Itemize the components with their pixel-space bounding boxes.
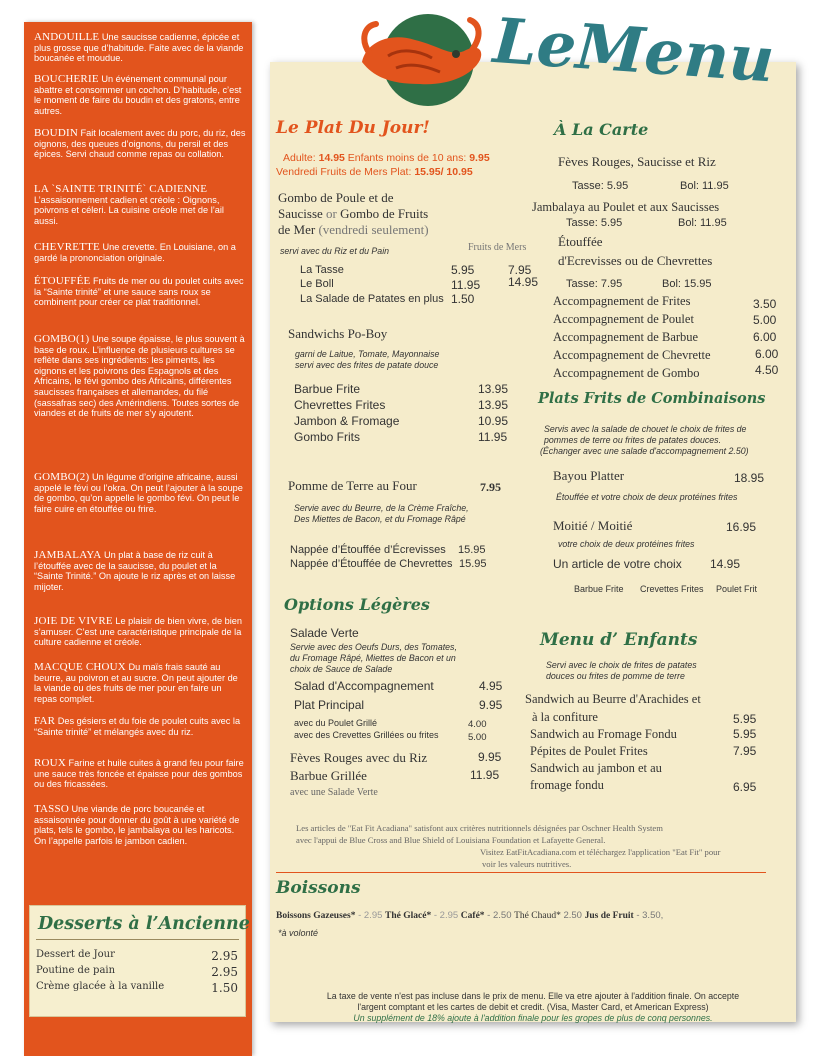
poboy-item-name: Gombo Frits: [294, 430, 361, 444]
bayou-platter-name: Bayou Platter: [553, 468, 625, 483]
glossary-entry: [34, 550, 246, 592]
desserts-box: [29, 905, 250, 1017]
carte-etouffee-tasse: Tasse: 7.95: [566, 278, 623, 290]
glossary-definition: Une saucisse cadienne, épicée et plus grosse que d’habitude. Faite avec de la viande boucanée et moudue.: [34, 32, 244, 64]
text: Saucisse: [278, 206, 327, 221]
glossary-entry: [34, 74, 246, 116]
divider: [36, 939, 239, 940]
gombo-item-name: La Tasse: [300, 264, 344, 276]
feves-riz-name: Fèves Rouges avec du Riz: [290, 750, 428, 765]
gombo-item-name: La Salade de Patates en plus: [300, 293, 444, 305]
glossary-definition: Fait localement avec du porc, du riz, des oignons, des queues d’oignons, du persil et des épices. Servi chaud comme repas ou collation.: [34, 128, 246, 160]
carte-side-name: Accompagnement de Poulet: [553, 312, 694, 326]
poboy-item-name: Jambon & Fromage: [294, 414, 400, 428]
glossary-term: ROUX: [34, 757, 66, 769]
pomme-item-name: Nappée d’Étouffée de Chevrettes: [290, 558, 453, 570]
glossary-entry: [34, 804, 246, 846]
pomme-title: Pomme de Terre au Four: [288, 478, 417, 493]
price: 14.95: [318, 152, 345, 164]
un-article-price: 14.95: [710, 557, 741, 571]
pomme-item-price: 15.95: [459, 558, 487, 570]
combo-option: Barbue Frite: [574, 584, 624, 594]
boissons-title: Boissons: [276, 878, 361, 898]
carte-feves-tasse: Tasse: 5.95: [572, 180, 629, 192]
carte-etouffee-bol: Bol: 15.95: [662, 278, 712, 290]
carte-side-name: Accompagnement de Chevrette: [553, 348, 711, 362]
gombo-title-line: Gombo de Poule et de: [278, 190, 394, 205]
bayou-platter-desc: Étouffée et votre choix de deux protéines frites: [556, 492, 738, 502]
plat-du-jour-vendredi: [276, 166, 473, 178]
salade-plat-name: Plat Principal: [294, 698, 365, 712]
carte-etouffee-title: d'Ecrevisses ou de Chevrettes: [558, 253, 713, 268]
crawfish-logo-icon: [360, 10, 490, 110]
carte-side-price: 6.00: [755, 347, 779, 361]
dessert-name: Poutine de pain: [36, 965, 116, 976]
poboy-desc: garni de Laitue, Tomate, Mayonnaise: [295, 349, 440, 359]
boissons-note: *à volonté: [278, 928, 319, 938]
salade-acc-price: 4.95: [479, 679, 503, 693]
glossary-definition: Un plat à base de riz cuit à l’étouffée avec de la saucisse, du poulet et la “Sainte Trinité.” On ajoute le riz après et on laisse mijoter.: [34, 550, 236, 592]
salade-desc: choix de Sauce de Salade: [290, 664, 393, 674]
salade-poulet-price: 4.00: [468, 719, 487, 730]
drink-price: - 2.95: [431, 910, 461, 921]
combos-desc: (Échanger avec une salade d'accompagnement 2.50): [540, 446, 749, 456]
drink-name: Boissons Gazeuses*: [276, 911, 356, 921]
dessert-item: [36, 949, 238, 963]
dessert-price: 2.95: [211, 965, 238, 979]
glossary-entry: [34, 276, 246, 308]
text: de Mer: [278, 222, 319, 237]
a-la-carte-title: À La Carte: [554, 120, 649, 139]
glossary-definition: Fruits de mer ou du poulet cuits avec la “Sainte trinité” et une sauce sans roux se combinent pour créer ce plat traditionnel.: [34, 276, 244, 308]
bayou-platter-price: 18.95: [734, 471, 765, 485]
eatfit-note: avec l'appui de Blue Cross and Blue Shield of Louisiana Foundation et Lafayette General.: [296, 835, 606, 845]
dessert-price: 1.50: [211, 981, 238, 995]
plat-du-jour-title: Le Plat Du Jour!: [276, 118, 430, 138]
salade-crevettes-name: avec des Crevettes Grillées ou frites: [294, 730, 439, 740]
salade-desc: du Fromage Râpé, Miettes de Bacon et un: [290, 653, 456, 663]
combos-desc: pommes de terre ou frites de patates douces.: [544, 435, 722, 445]
pomme-price: 7.95: [480, 480, 501, 494]
moitie-name: Moitié / Moitié: [553, 518, 633, 533]
drink-price: - 3.50,: [633, 910, 664, 921]
poboy-item-name: Barbue Frite: [294, 382, 361, 396]
dessert-name: Crème glacée à la vanille: [36, 981, 165, 992]
label: Vendredi Fruits de Mers Plat:: [276, 166, 415, 178]
glossary-term: FAR: [34, 715, 56, 727]
carte-side-price: 4.50: [755, 363, 779, 377]
glossary-term: MACQUE CHOUX: [34, 661, 126, 673]
drink-name: Jus de Fruit: [584, 911, 634, 921]
carte-side-name: Accompagnement de Frites: [553, 294, 691, 308]
gombo-served: servi avec du Riz et du Pain: [280, 246, 390, 256]
menu-paper: [270, 62, 796, 1022]
drink-name: Thé Glacé*: [385, 911, 432, 921]
carte-side-price: 6.00: [753, 330, 777, 344]
eatfit-note: Les articles de "Eat Fit Acadiana" satisfont aux critères nutritionnels désignées par Oschner Health System: [296, 823, 663, 833]
moitie-price: 16.95: [726, 520, 757, 534]
enfants-item-price: 5.95: [733, 727, 757, 741]
enfants-item-price: 7.95: [733, 744, 757, 758]
feves-riz-price: 9.95: [478, 750, 502, 764]
poboy-title: Sandwichs Po-Boy: [288, 326, 388, 341]
enfants-item-name: Sandwich au Fromage Fondu: [530, 727, 677, 741]
moitie-desc: votre choix de deux protéines frites: [558, 539, 695, 549]
menu-enfants-title: Menu d’ Enfants: [540, 630, 698, 650]
enfants-item-name: Sandwich au jambon et au: [530, 761, 662, 775]
enfants-desc: douces ou frites de pomme de terre: [546, 671, 685, 681]
poboy-item-price: 11.95: [478, 430, 508, 444]
glossary-term: ÉTOUFFÉE: [34, 275, 91, 287]
glossary-term: ANDOUILLE: [34, 31, 100, 43]
carte-side-price: 3.50: [753, 297, 777, 311]
barbue-grillee-name: Barbue Grillée: [290, 768, 367, 783]
salade-title: Salade Verte: [290, 626, 359, 640]
drink-name: Café*: [460, 911, 485, 921]
divider: [276, 872, 766, 873]
glossary-term: GOMBO(1): [34, 333, 90, 345]
footer-note: [280, 991, 786, 1024]
enfants-item-price: 6.95: [733, 780, 757, 794]
dessert-item: [36, 981, 238, 995]
glossary-definition: Un événement communal pour abattre et consommer un cochon. D’habitude, c’est le moment de faire du boudin et des gratons, entre autres.: [34, 74, 242, 116]
gombo-item-price: 1.50: [451, 292, 475, 306]
footer-line: La taxe de vente n'est pas incluse dans le prix de menu. Elle va etre ajouter à l'addition finale. On accepte: [326, 991, 740, 1001]
salade-desc: Servie avec des Oeufs Durs, des Tomates,: [290, 642, 457, 652]
footer-line: l'argent comptant et les cartes de debit et credit. (Visa, Master Card, et American Express): [357, 1002, 709, 1012]
eatfit-note: voir les valeurs nutritives.: [482, 859, 572, 869]
glossary-entry: [34, 184, 246, 226]
carte-jambalaya-tasse: Tasse: 5.95: [566, 217, 623, 229]
salade-plat-price: 9.95: [479, 698, 503, 712]
text: or: [326, 206, 337, 221]
carte-jambalaya-title: Jambalaya au Poulet et aux Saucisses: [532, 200, 720, 214]
glossary-panel: [24, 22, 252, 1056]
barbue-grillee-desc: avec une Salade Verte: [290, 787, 378, 798]
gombo-item-name: Le Boll: [300, 278, 334, 290]
carte-etouffee-title: Étouffée: [558, 234, 603, 249]
enfants-item-name: à la confiture: [532, 710, 598, 724]
enfants-item-price: 5.95: [733, 712, 757, 726]
glossary-definition: Des gésiers et du foie de poulet cuits avec la “Sainte trinité” et mélangés avec du riz.: [34, 716, 241, 737]
combo-option: Poulet Frit: [716, 584, 758, 594]
label: Adulte:: [283, 152, 319, 164]
footer-line: Un supplément de 18% ajoute à l'addition finale pour les gropes de plus de conq personnes.: [353, 1013, 713, 1023]
glossary-entry: [34, 128, 246, 160]
glossary-term: LA `SAINTE TRINITÉ` CADIENNE: [34, 183, 208, 195]
glossary-term: JAMBALAYA: [34, 549, 102, 561]
gombo-title: [278, 190, 429, 238]
dessert-name: Dessert de Jour: [36, 949, 115, 960]
glossary-entry: [34, 716, 246, 737]
glossary-entry: [34, 758, 246, 790]
glossary-definition: Farine et huile cuites à grand feu pour faire une sauce très foncée et épaisse pour des gombos ou des fricassées.: [34, 758, 244, 790]
salade-crevettes-price: 5.00: [468, 732, 487, 743]
dessert-price: 2.95: [211, 949, 238, 963]
text: (vendredi seulement): [318, 222, 429, 237]
gombo-item-price: 11.95: [451, 278, 481, 292]
combos-title: Plats Frits de Combinaisons: [538, 390, 766, 407]
glossary-term: GOMBO(2): [34, 471, 90, 483]
pomme-desc: Servie avec du Beurre, de la Crème Fraîche,: [294, 503, 469, 513]
gombo-title-line: [278, 222, 429, 238]
glossary-term: BOUCHERIE: [34, 73, 99, 85]
gombo-item-price: 5.95: [451, 263, 475, 277]
drink-name: Thé Chaud*: [514, 911, 561, 921]
glossary-definition: Une crevette. En Louisiane, on a gardé la prononciation originale.: [34, 242, 236, 263]
gombo-title-line: [278, 206, 429, 222]
poboy-item-price: 13.95: [478, 398, 509, 412]
un-article-name: Un article de votre choix: [553, 557, 682, 571]
combos-desc: Servis avec la salade de chouet le choix de frites de: [544, 424, 747, 434]
glossary-definition: Un légume d’origine africaine, aussi appelé le févi ou l’okra. On peut l’ajouter à la soupe de gombo, qu’on appelle le gombo févi. On peut le faire cuire en étouffée ou frire.: [34, 472, 243, 514]
text: Gombo de Fruits: [336, 206, 429, 221]
boissons-list: [276, 910, 663, 921]
glossary-definition: L’assaisonnement cadien et créole : Oignons, poivrons et céleri. La cuisine créole met de l’ail aussi.: [34, 194, 224, 226]
glossary-entry: [34, 616, 246, 648]
carte-jambalaya-bol: Bol: 11.95: [678, 217, 727, 229]
glossary-definition: Du maïs frais sauté au beurre, au poivron et au sucre. On peut ajouter de la viande ou des fruits de mer pour en faire un repas complet.: [34, 662, 238, 704]
eatfit-note: Visitez EatFitAcadiana.com et téléchargez l'application "Eat Fit" pour: [480, 847, 721, 857]
poboy-item-price: 10.95: [478, 414, 509, 428]
pomme-desc: Des Miettes de Bacon, et du Fromage Râpé: [294, 514, 466, 524]
plat-du-jour-prices: [283, 152, 490, 164]
enfants-item-name: Pépites de Poulet Frites: [530, 744, 648, 758]
glossary-definition: Une soupe épaisse, le plus souvent à base de roux. L’influence de plusieurs cultures se reflète dans ses ingrédients: les piments, les oignons et les poivrons des Espagnols et des Africains, le févi gombo des Africains, différentes saucisses françaises et allemandes, du filé (sassafras sec) des Amérindiens. Toutes sortes de viandes et de fruits de mer s’y ajoutent.: [34, 334, 245, 419]
poboy-item-price: 13.95: [478, 382, 509, 396]
carte-side-name: Accompagnement de Gombo: [553, 366, 700, 380]
glossary-term: CHEVRETTE: [34, 241, 100, 253]
barbue-grillee-price: 11.95: [470, 768, 500, 782]
glossary-entry: [34, 472, 246, 514]
glossary-term: TASSO: [34, 803, 69, 815]
carte-feves-title: Fèves Rouges, Saucisse et Riz: [558, 154, 716, 169]
glossary-term: JOIE DE VIVRE: [34, 615, 113, 627]
poboy-item-name: Chevrettes Frites: [294, 398, 386, 412]
combo-option: Crevettes Frites: [640, 584, 704, 594]
menu-title: LeMenu: [490, 4, 777, 97]
salade-poulet-name: avec du Poulet Grillé: [294, 718, 378, 728]
drink-price: 2.50: [560, 910, 585, 921]
glossary-definition: Une viande de porc boucanée et assaisonnée pour donner du goût à une variété de plats, tels le gombo, le jambalaya ou les haricots. On l’appelle parfois le jambon cadien.: [34, 804, 240, 846]
drink-price: - 2.50: [484, 910, 515, 921]
enfants-item-name: Sandwich au Beurre d'Arachides et: [525, 692, 701, 706]
glossary-definition: Le plaisir de bien vivre, de bien s’amuser. C’est une caractéristique principale de la culture cadienne et créole.: [34, 616, 243, 648]
pomme-item-name: Nappée d’Étouffée d’Écrevisses: [290, 544, 446, 556]
drink-price: - 2.95: [355, 910, 386, 921]
glossary-entry: [34, 242, 246, 263]
desserts-title: Desserts à l’Ancienne: [38, 914, 250, 934]
salade-acc-name: Salad d'Accompagnement: [294, 679, 434, 693]
carte-feves-bol: Bol: 11.95: [680, 180, 729, 192]
carte-side-price: 5.00: [753, 313, 777, 327]
poboy-desc: servi avec des frites de patate douce: [295, 360, 439, 370]
dessert-item: [36, 965, 238, 979]
options-legeres-title: Options Légères: [284, 595, 430, 614]
gombo-item-price-seafood: 14.95: [508, 275, 539, 289]
enfants-desc: Servi avec le choix de frites de patates: [546, 660, 697, 670]
glossary-term: BOUDIN: [34, 127, 78, 139]
label: Enfants moins de 10 ans:: [344, 152, 470, 164]
carte-side-name: Accompagnement de Barbue: [553, 330, 699, 344]
glossary-entry: [34, 334, 246, 419]
gombo-item-price-seafood: 7.95: [508, 263, 532, 277]
glossary-entry: [34, 32, 246, 64]
price: 9.95: [469, 152, 490, 164]
glossary-entry: [34, 662, 246, 704]
fruits-de-mers-header: Fruits de Mers: [468, 242, 527, 253]
price: 15.95/ 10.95: [414, 166, 473, 178]
enfants-item-name: fromage fondu: [530, 778, 604, 792]
pomme-item-price: 15.95: [458, 544, 486, 556]
